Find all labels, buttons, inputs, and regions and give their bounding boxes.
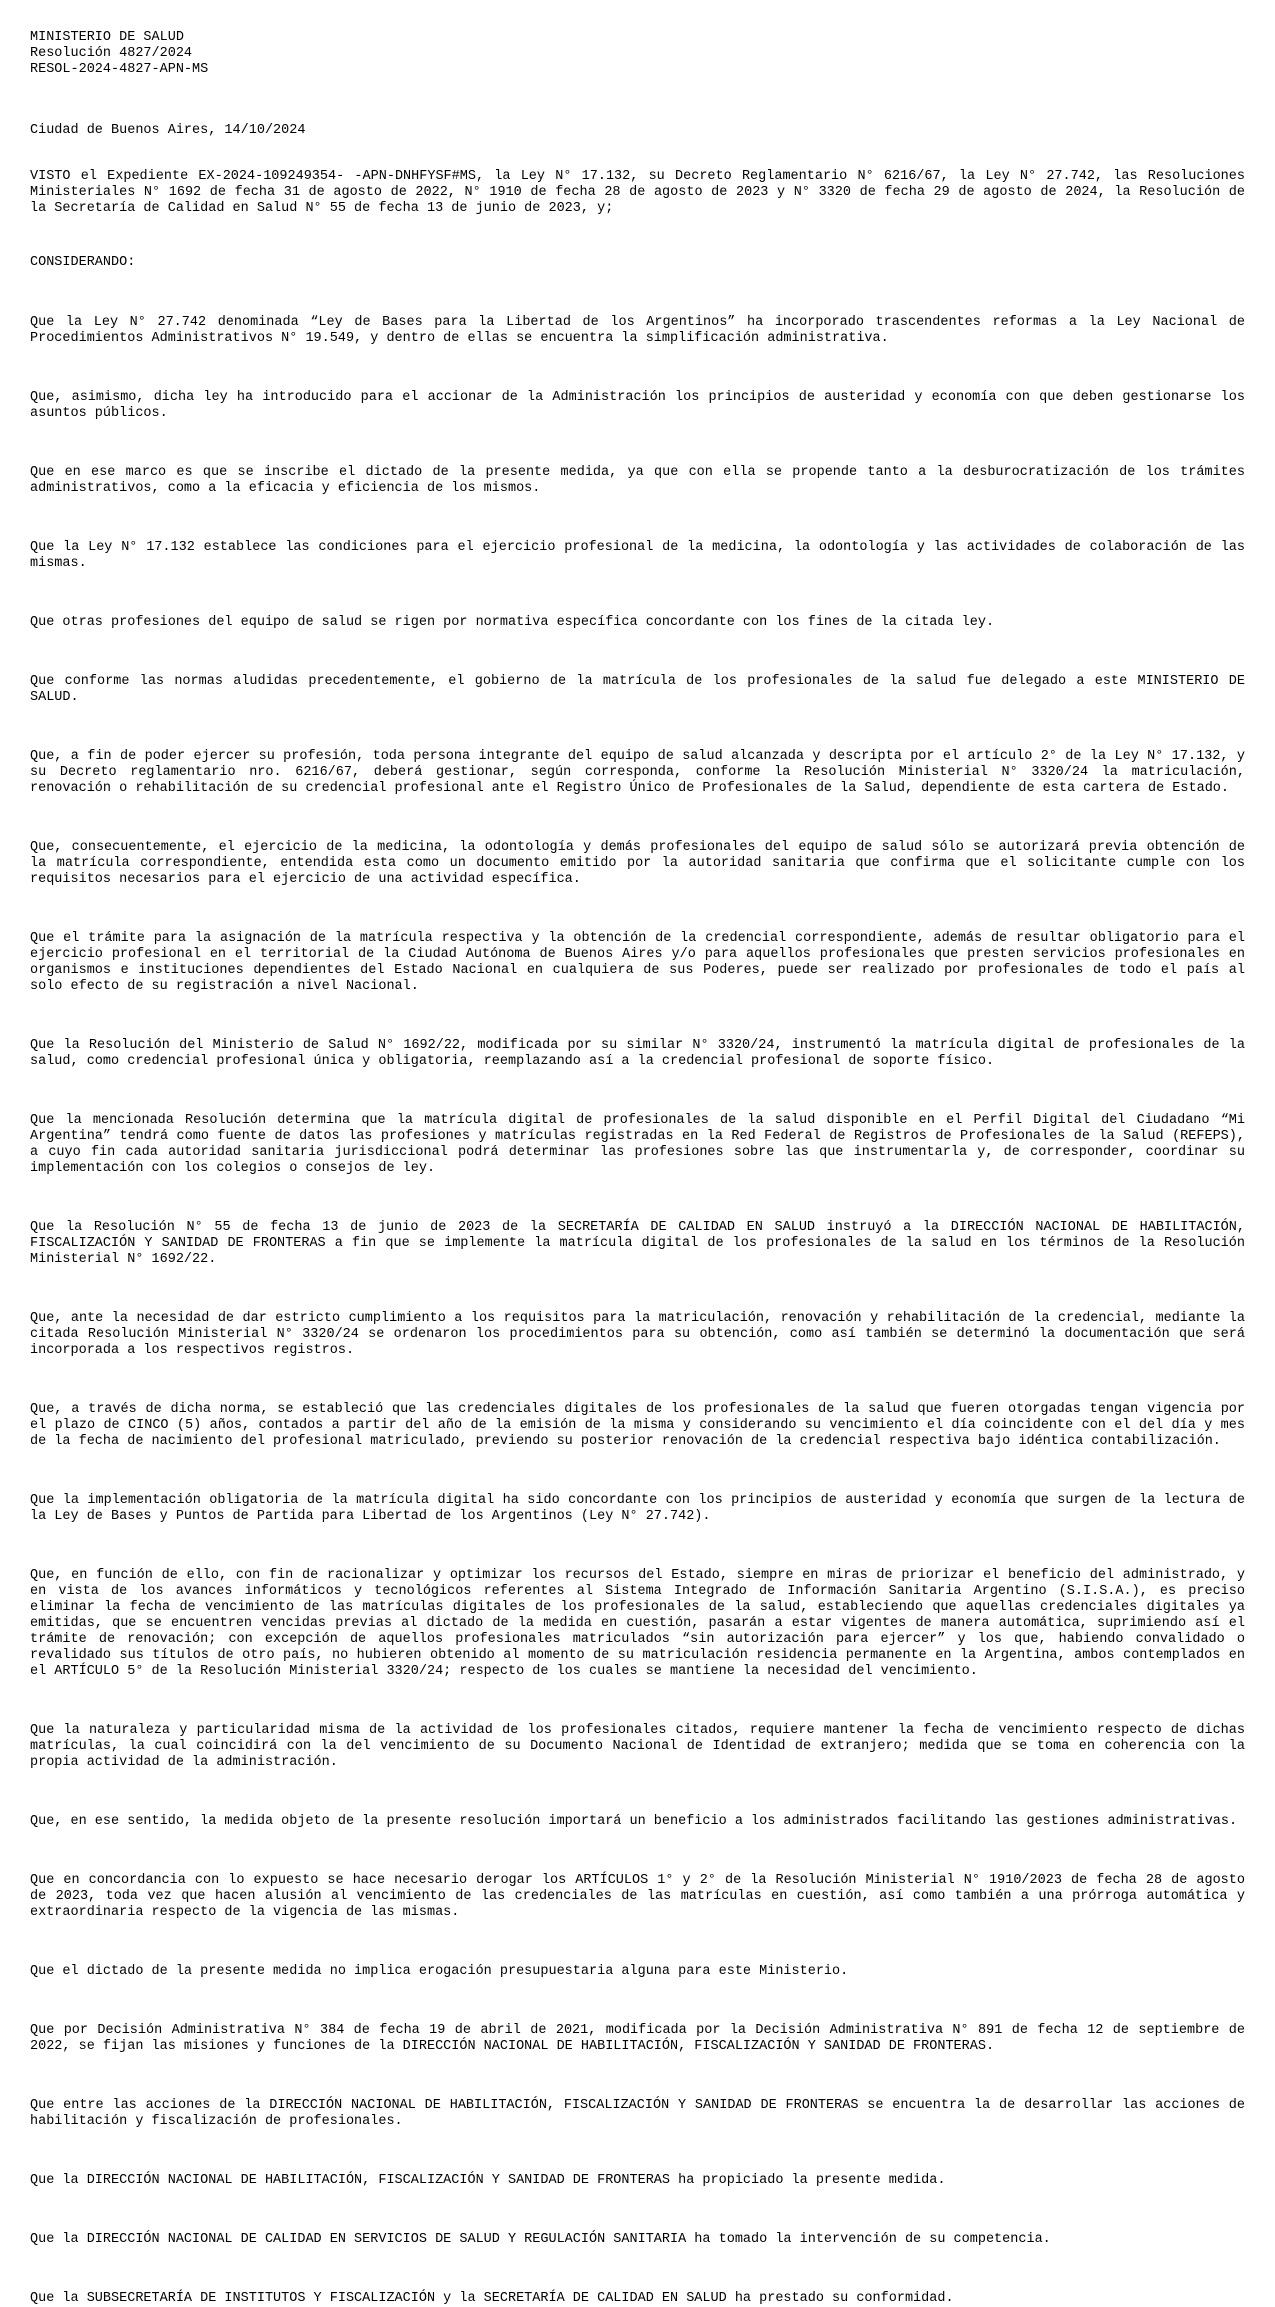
considerando-body — [30, 315, 1245, 2307]
considerando-paragraph: Que en ese marco es que se inscribe el dictado de la presente medida, ya que con ella se propende tanto a la desburocratización de los trámites administrativos, como a la eficacia y eficiencia de los mismos. — [30, 465, 1245, 496]
considerando-paragraph: Que la Resolución N° 55 de fecha 13 de junio de 2023 de la SECRETARÍA DE CALIDAD EN SALUD instruyó a la DIRECCIÓN NACIONAL DE HABILITACIÓN, FISCALIZACIÓN Y SANIDAD DE FRONTERAS a fin que se implemente la matrícula digital de los profesionales de la salud en los términos de la Resolución Ministerial N° 1692/22. — [30, 1220, 1245, 1267]
considerando-paragraph: Que por Decisión Administrativa N° 384 de fecha 19 de abril de 2021, modificada por la Decisión Administrativa N° 891 de fecha 12 de septiembre de 2022, se fijan las misiones y funciones de la DIRECCIÓN NACIONAL DE HABILITACIÓN, FISCALIZACIÓN Y SANIDAD DE FRONTERAS. — [30, 2023, 1245, 2054]
ministry-name: MINISTERIO DE SALUD — [30, 30, 184, 45]
considerando-paragraph: Que, consecuentemente, el ejercicio de la medicina, la odontología y demás profesionales del equipo de salud sólo se autorizará previa obtención de la matrícula correspondiente, entendida esta como un documento emitido por la autoridad sanitaria que confirma que el solicitante cumple con los requisitos necesarios para el ejercicio de una actividad específica. — [30, 840, 1245, 887]
considerando-paragraph: Que la Ley N° 27.742 denominada “Ley de Bases para la Libertad de los Argentinos” ha incorporado trascendentes reformas a la Ley Nacional de Procedimientos Administrativos N° 19.549, y dentro de ellas se encuentra la simplificación administrativa. — [30, 315, 1245, 346]
considerando-paragraph: Que la DIRECCIÓN NACIONAL DE HABILITACIÓN, FISCALIZACIÓN Y SANIDAD DE FRONTERAS ha propiciado la presente medida. — [30, 2173, 946, 2188]
considerando-paragraph: Que conforme las normas aludidas precedentemente, el gobierno de la matrícula de los profesionales de la salud fue delegado a este MINISTERIO DE SALUD. — [30, 674, 1245, 705]
considerando-paragraph: Que, a través de dicha norma, se estableció que las credenciales digitales de los profesionales de la salud que fueren otorgadas tengan vigencia por el plazo de CINCO (5) años, contados a partir del año de la emisión de la misma y considerando su vencimiento el día coincidente con el del día y mes de la fecha de nacimiento del profesional matriculado, previendo su posterior renovación de la credencial respectiva bajo idéntica contabilización. — [30, 1402, 1245, 1449]
place-date: Ciudad de Buenos Aires, 14/10/2024 — [30, 123, 306, 138]
considerando-paragraph: Que el dictado de la presente medida no implica erogación presupuestaria alguna para este Ministerio. — [30, 1964, 849, 1979]
considerando-paragraph: Que el trámite para la asignación de la matrícula respectiva y la obtención de la credencial correspondiente, además de resultar obligatorio para el ejercicio profesional en el territorial de la Ciudad Autónoma de Buenos Aires y/o para aquellos profesionales que presten servicios profesionales en organismos e instituciones dependientes del Estado Nacional en cualquiera de sus Poderes, puede ser realizado por profesionales de todo el país al solo efecto de su registración a nivel Nacional. — [30, 931, 1245, 994]
considerando-heading: CONSIDERANDO: — [30, 255, 136, 270]
considerando-paragraph: Que entre las acciones de la DIRECCIÓN NACIONAL DE HABILITACIÓN, FISCALIZACIÓN Y SANIDAD DE FRONTERAS se encuentra la de desarrollar las acciones de habilitación y fiscalización de profesionales. — [30, 2098, 1245, 2129]
considerando-paragraph: Que otras profesiones del equipo de salud se rigen por normativa específica concordante con los fines de la citada ley. — [30, 615, 995, 630]
considerando-paragraph: Que, en ese sentido, la medida objeto de la presente resolución importará un beneficio a los administrados facilitando las gestiones administrativas. — [30, 1814, 1238, 1829]
considerando-paragraph: Que, ante la necesidad de dar estricto cumplimiento a los requisitos para la matriculación, renovación y rehabilitación de la credencial, mediante la citada Resolución Ministerial N° 3320/24 se ordenaron los procedimientos para su obtención, como así también se determinó la documentación que será incorporada a los respectivos registros. — [30, 1311, 1245, 1358]
visto-paragraph: VISTO el Expediente EX-2024-109249354- -APN-DNHFYSF#MS, la Ley N° 17.132, su Decreto Reglamentario N° 6216/67, la Ley N° 27.742, las Resoluciones Ministeriales N° 1692 de fecha 31 de agosto de 2022, N° 1910 de fecha 28 de agosto de 2023 y N° 3320 de fecha 29 de agosto de 2024, la Resolución de la Secretaría de Calidad en Salud N° 55 de fecha 13 de junio de 2023, y; — [30, 169, 1245, 216]
considerando-paragraph: Que la DIRECCIÓN NACIONAL DE CALIDAD EN SERVICIOS DE SALUD Y REGULACIÓN SANITARIA ha tomado la intervención de su competencia. — [30, 2232, 1051, 2247]
considerando-paragraph: Que la mencionada Resolución determina que la matrícula digital de profesionales de la salud disponible en el Perfil Digital del Ciudadano “Mi Argentina” tendrá como fuente de datos las profesiones y matrículas registradas en la Red Federal de Registros de Profesionales de la Salud (REFEPS), a cuyo fin cada autoridad sanitaria jurisdiccional podrá determinar las profesiones sobre las que instrumentarla y, de corresponder, coordinar su implementación con los colegios o consejos de ley. — [30, 1113, 1245, 1176]
considerando-paragraph: Que en concordancia con lo expuesto se hace necesario derogar los ARTÍCULOS 1° y 2° de la Resolución Ministerial N° 1910/2023 de fecha 28 de agosto de 2023, toda vez que hacen alusión al vencimiento de las credenciales de las matrículas en cuestión, así como también a una prórroga automática y extraordinaria respecto de la vigencia de las mismas. — [30, 1873, 1245, 1920]
resolution-number: Resolución 4827/2024 — [30, 46, 193, 61]
document-header — [30, 30, 1245, 78]
resolution-code: RESOL-2024-4827-APN-MS — [30, 62, 209, 77]
considerando-paragraph: Que la SUBSECRETARÍA DE INSTITUTOS Y FISCALIZACIÓN y la SECRETARÍA DE CALIDAD EN SALUD ha prestado su conformidad. — [30, 2291, 954, 2306]
considerando-paragraph: Que la Ley N° 17.132 establece las condiciones para el ejercicio profesional de la medicina, la odontología y las actividades de colaboración de las mismas. — [30, 540, 1245, 571]
considerando-paragraph: Que, en función de ello, con fin de racionalizar y optimizar los recursos del Estado, siempre en miras de priorizar el beneficio del administrado, y en vista de los avances informáticos y tecnológicos referentes al Sistema Integrado de Información Sanitaria Argentino (S.I.S.A.), es preciso eliminar la fecha de vencimiento de las matrículas digitales de los profesionales de la salud, estableciendo que aquellas credenciales digitales ya emitidas, que se encuentren vencidas previas al dictado de la medida en cuestión, pasarán a estar vigentes de manera automática, suprimiendo así el trámite de renovación; con excepción de aquellos profesionales matriculados “sin autorización para ejercer” y los que, habiendo convalidado o revalidado sus títulos de otro país, no hubieren obtenido al momento de su matriculación residencia permanente en la Argentina, ambos contemplados en el ARTÍCULO 5° de la Resolución Ministerial 3320/24; respecto de los cuales se mantiene la necesidad del vencimiento. — [30, 1568, 1245, 1679]
considerando-paragraph: Que la naturaleza y particularidad misma de la actividad de los profesionales citados, requiere mantener la fecha de vencimiento respecto de dichas matrículas, la cual coincidirá con la del vencimiento de su Documento Nacional de Identidad de extranjero; medida que se toma en coherencia con la propia actividad de la administración. — [30, 1723, 1245, 1770]
considerando-paragraph: Que la implementación obligatoria de la matrícula digital ha sido concordante con los principios de austeridad y economía que surgen de la lectura de la Ley de Bases y Puntos de Partida para Libertad de los Argentinos (Ley N° 27.742). — [30, 1493, 1245, 1524]
considerando-paragraph: Que, a fin de poder ejercer su profesión, toda persona integrante del equipo de salud alcanzada y descripta por el artículo 2° de la Ley N° 17.132, y su Decreto reglamentario nro. 6216/67, deberá gestionar, según corresponda, conforme la Resolución Ministerial N° 3320/24 la matriculación, renovación o rehabilitación de su credencial profesional ante el Registro Único de Profesionales de la Salud, dependiente de esta cartera de Estado. — [30, 749, 1245, 796]
considerando-paragraph: Que, asimismo, dicha ley ha introducido para el accionar de la Administración los principios de austeridad y economía con que deben gestionarse los asuntos públicos. — [30, 390, 1245, 421]
considerando-paragraph: Que la Resolución del Ministerio de Salud N° 1692/22, modificada por su similar N° 3320/24, instrumentó la matrícula digital de profesionales de la salud, como credencial profesional única y obligatoria, reemplazando así a la credencial profesional de soporte físico. — [30, 1038, 1245, 1069]
